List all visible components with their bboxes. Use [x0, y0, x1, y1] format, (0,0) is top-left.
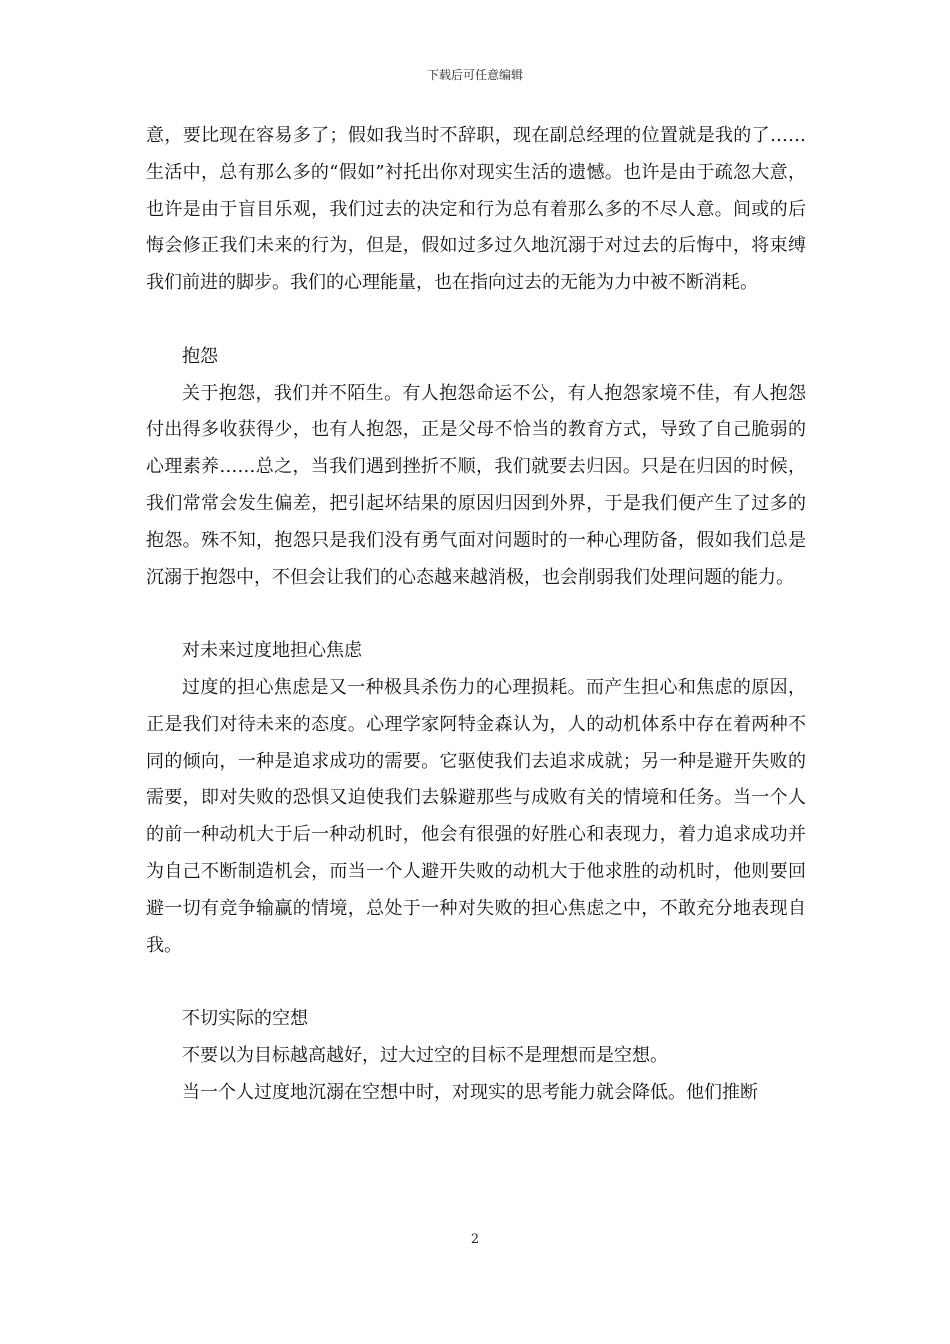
- section-paragraph-fantasy-2: 当一个人过度地沉溺在空想中时，对现实的思考能力就会降低。他们推断: [182, 1081, 758, 1103]
- section-paragraph-fantasy-1: 不要以为目标越高越好，过大过空的目标不是理想而是空想。: [182, 1044, 668, 1066]
- document-body: [146, 118, 806, 1112]
- page-number: 2: [470, 1232, 480, 1247]
- page-header: 下载后可任意编辑: [426, 68, 523, 82]
- section-spacer: [146, 964, 806, 1001]
- section-heading-complaint: 抱怨: [182, 345, 218, 367]
- section-heading-fantasy: 不切实际的空想: [182, 1008, 308, 1030]
- section-spacer: [146, 596, 806, 633]
- section-paragraph-complaint: 关于抱怨，我们并不陌生。有人抱怨命运不公，有人抱怨家境不佳，有人抱怨付出得多收获得少，也有人抱怨，正是父母不恰当的教育方式，导致了自己脆弱的心理素养……总之，当我们遇到挫折不顺，我们就要去归因。只是在归因的时候，我们常常会发生偏差，把引起坏结果的原因归因到外界，于是我们便产生了过多的抱怨。殊不知，抱怨只是我们没有勇气面对问题时的一种心理防备，假如我们总是沉溺于抱怨中，不但会让我们的心态越来越消极，也会削弱我们处理问题的能力。: [146, 382, 806, 588]
- section-paragraph-anxiety: 过度的担心焦虑是又一种极具杀伤力的心理损耗。而产生担心和焦虑的原因，正是我们对待未来的态度。心理学家阿特金森认为，人的动机体系中存在着两种不同的倾向，一种是追求成功的需要。它驱使我们去追求成就；另一种是避开失败的需要，即对失败的恐惧又迫使我们去躲避那些与成败有关的情境和任务。当一个人的前一种动机大于后一种动机时，他会有很强的好胜心和表现力，着力追求成功并为自己不断制造机会，而当一个人避开失败的动机大于他求胜的动机时，他则要回避一切有竞争输赢的情境，总处于一种对失败的担心焦虑之中，不敢充分地表现自我。: [146, 676, 806, 956]
- section-heading-anxiety: 对未来过度地担心焦虑: [182, 640, 362, 662]
- intro-paragraph: 意，要比现在容易多了；假如我当时不辞职，现在副总经理的位置就是我的了……生活中，总有那么多的“假如”衬托出你对现实生活的遗憾。也许是由于疏忽大意，也许是由于盲目乐观，我们过去的决定和行为总有着那么多的不尽人意。间或的后悔会修正我们未来的行为，但是，假如过多过久地沉溺于对过去的后悔中，将束缚我们前进的脚步。我们的心理能量，也在指向过去的无能为力中被不断消耗。: [146, 125, 806, 294]
- section-spacer: [146, 302, 806, 339]
